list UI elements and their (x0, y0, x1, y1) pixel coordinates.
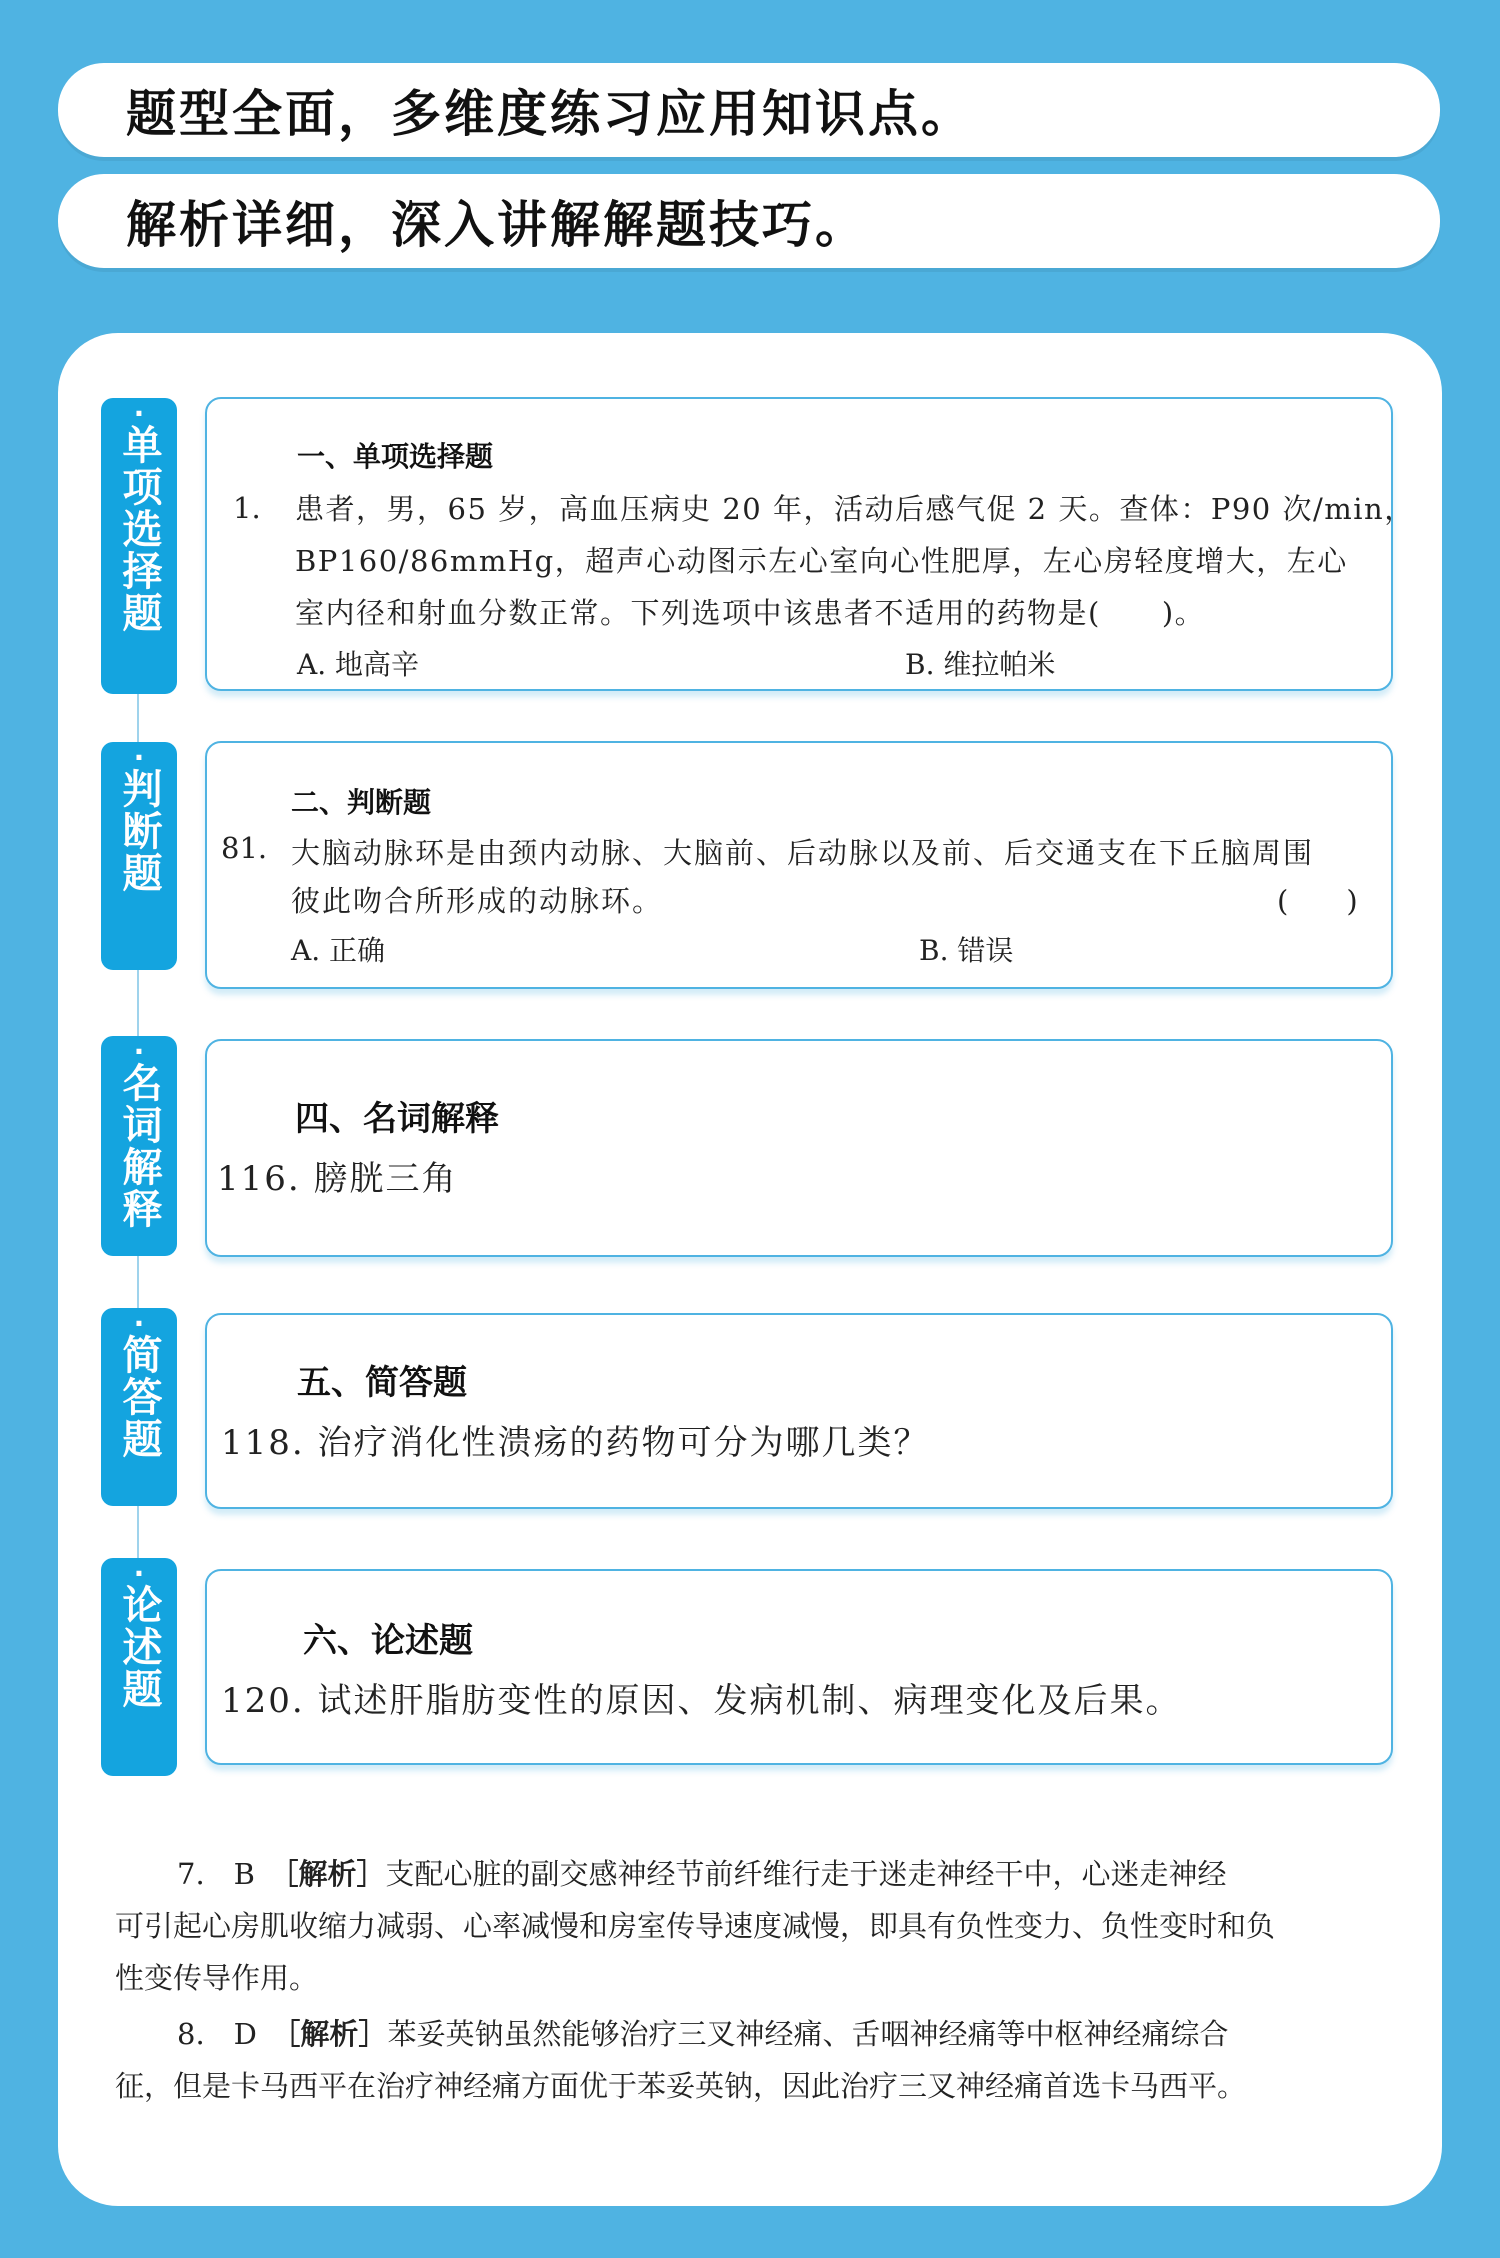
headline-text-2: 解析详细，深入讲解解题技巧。 (126, 196, 868, 254)
option-b: B. 错误 (919, 934, 1014, 967)
section-title: 四、名词解释 (295, 1099, 499, 1139)
explanations-block (115, 1848, 1405, 2168)
tab-label: 单项选择题 (116, 424, 162, 634)
answer-blank: ( ) (1277, 884, 1358, 918)
option-a: A. 地高辛 (297, 648, 420, 681)
explanation-7-line-2: 可引起心房肌收缩力减弱、心率减慢和房室传导速度减慢，即具有负性变力、负性变时和负 (115, 1909, 1276, 1943)
explanation-text: 支配心脏的副交感神经节前纤维行走于迷走神经干中，心迷走神经 (385, 1857, 1227, 1891)
tab-label: 简答题 (116, 1334, 162, 1460)
tab-label: 论述题 (116, 1584, 162, 1710)
tab-label: 名词解释 (116, 1062, 162, 1230)
headline-banner-1 (58, 63, 1440, 157)
explanation-tag: ［解析］ (285, 2017, 388, 2051)
section-title: 二、判断题 (291, 786, 432, 819)
question-line-1: 患者，男，65 岁，高血压病史 20 年，活动后感气促 2 天。查体：P90 次/min， (295, 492, 1415, 526)
section-title: 一、单项选择题 (297, 440, 494, 473)
explanation-prefix: 8. D (177, 2017, 286, 2051)
tab-dot: · (133, 1557, 145, 1590)
section-title: 五、简答题 (297, 1363, 467, 1403)
explanation-7-line-1 (177, 1848, 1227, 1900)
tab-term-explanation (101, 1036, 177, 1256)
card-essay (205, 1569, 1393, 1765)
headline-text-1: 题型全面，多维度练习应用知识点。 (126, 85, 974, 143)
tab-essay (101, 1558, 177, 1776)
section-title: 六、论述题 (303, 1621, 473, 1661)
explanation-8-line-1 (177, 2008, 1228, 2060)
explanation-tag: ［解析］ (283, 1857, 386, 1891)
explanation-prefix: 7. B (177, 1857, 284, 1891)
tab-dot: · (133, 397, 145, 430)
card-short-answer (205, 1313, 1393, 1509)
tab-dot: · (133, 1307, 145, 1340)
explanation-7-line-3: 性变传导作用。 (115, 1961, 319, 1995)
card-term-explanation (205, 1039, 1393, 1257)
explanation-text: 苯妥英钠虽然能够治疗三叉神经痛、舌咽神经痛等中枢神经痛综合 (387, 2017, 1229, 2051)
tab-dot: · (133, 741, 145, 774)
tab-true-false (101, 742, 177, 970)
explanation-8-line-2: 征，但是卡马西平在治疗神经痛方面优于苯妥英钠，因此治疗三叉神经痛首选卡马西平。 (115, 2069, 1247, 2103)
question-text: 116. 膀胱三角 (217, 1159, 458, 1199)
tab-label: 判断题 (116, 768, 162, 894)
question-number: 81. (221, 831, 268, 865)
headline-banner-2 (58, 174, 1440, 268)
question-line-2: 彼此吻合所形成的动脉环。 (291, 884, 664, 918)
tab-single-choice (101, 398, 177, 694)
question-number: 1. (233, 491, 261, 525)
question-line-2: BP160/86mmHg，超声心动图示左心室向心性肥厚，左心房轻度增大，左心 (295, 544, 1348, 578)
tab-short-answer (101, 1308, 177, 1506)
option-a: A. 正确 (291, 934, 386, 967)
card-single-choice (205, 397, 1415, 691)
card-true-false (205, 741, 1393, 989)
question-text: 120. 试述肝脂肪变性的原因、发病机制、病理变化及后果。 (221, 1681, 1182, 1721)
tab-dot: · (133, 1035, 145, 1068)
option-b: B. 维拉帕米 (905, 648, 1056, 681)
question-text: 118. 治疗消化性溃疡的药物可分为哪几类？ (221, 1423, 930, 1463)
question-line-3: 室内径和射血分数正常。下列选项中该患者不适用的药物是( )。 (295, 596, 1206, 630)
question-line-1: 大脑动脉环是由颈内动脉、大脑前、后动脉以及前、后交通支在下丘脑周围 (291, 836, 1315, 870)
